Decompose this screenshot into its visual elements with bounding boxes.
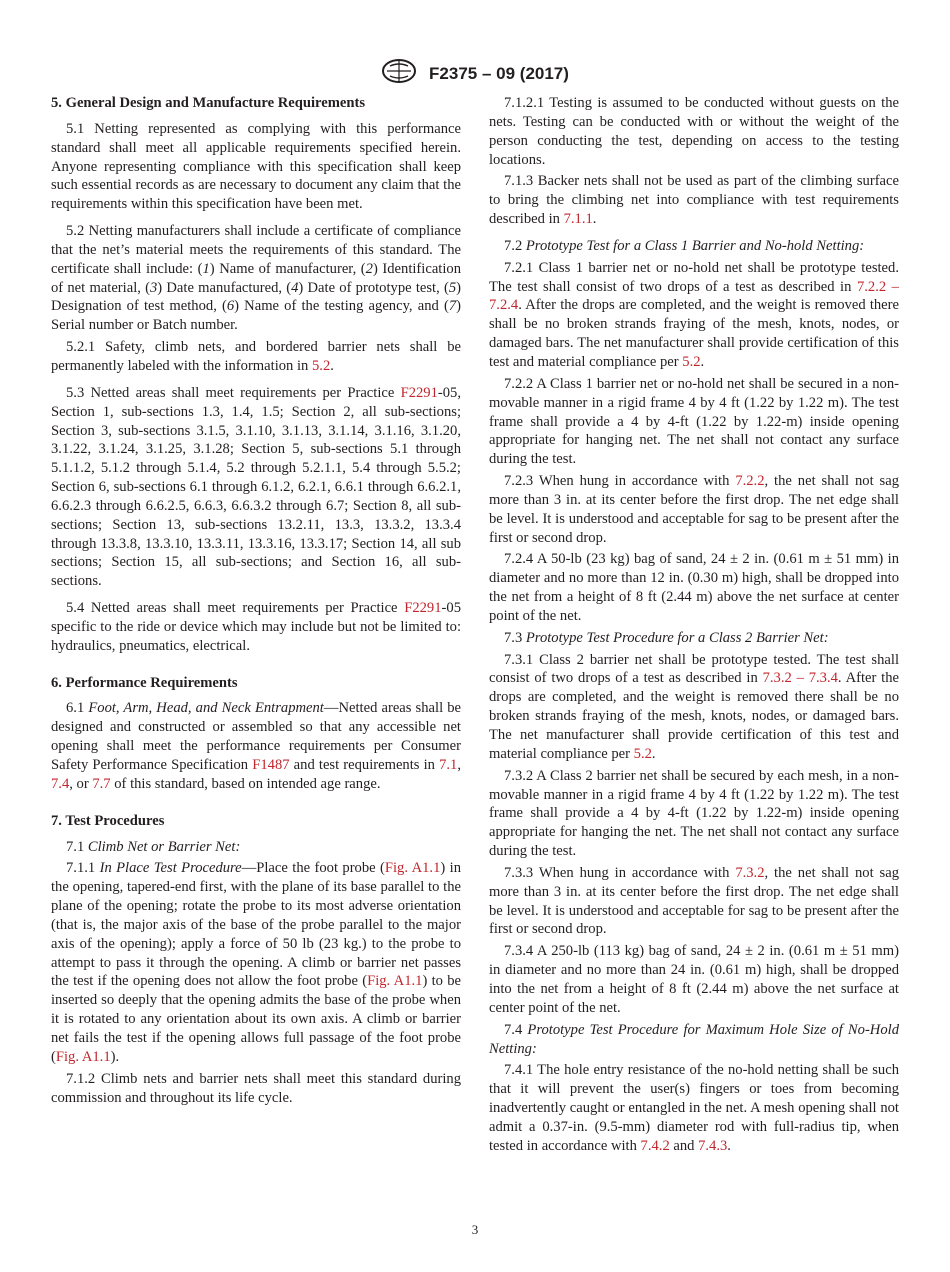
link-7-3-2[interactable]: 7.3.2 xyxy=(735,864,765,881)
page-number: 3 xyxy=(471,1222,479,1237)
para-5-2-1: 5.2.1 Safety, climb nets, and bordered barrier nets shall be permanently labeled with the information in 5.2. xyxy=(51,339,461,374)
astm-logo-icon xyxy=(381,58,417,89)
link-7-2-2-7-2-4[interactable]: 7.2.2 – 7.2.4 xyxy=(489,278,899,314)
standard-designation: F2375 – 09 (2017) xyxy=(429,63,569,83)
para-7-1-2-1: 7.1.2.1 Testing is assumed to be conducted without guests on the nets. Testing can be conducted with or without the weight of the person conducting the test, depending on access to the testing locations. xyxy=(489,95,899,168)
para-7-2-2: 7.2.2 A Class 1 barrier net or no-hold net shall be secured in a non-movable manner in a rigid frame 4 by 4 ft (1.22 by 1.22 m). The test frame shall provide a 4 by 4-ft (1.22 by 1.22-m) inside opening appropriate for hanging net. The net shall not contact any surface during the test. xyxy=(489,375,899,468)
left-column xyxy=(51,94,461,1110)
right-column xyxy=(489,94,899,1159)
link-7-4[interactable]: 7.4 xyxy=(51,775,70,792)
link-fig-a1-1[interactable]: Fig. A1.1 xyxy=(384,860,441,877)
link-7-4-2[interactable]: 7.4.2 xyxy=(640,1137,670,1154)
para-5-4: 5.4 Netted areas shall meet requirements per Practice F2291-05 specific to the ride or device which may include but not be limited to: hydraulics, pneumatics, electrical. xyxy=(51,600,461,654)
section-6-heading: 6. Performance Requirements xyxy=(51,674,238,691)
para-7-1: 7.1 Climb Net or Barrier Net: xyxy=(66,838,241,855)
para-7-2-3: 7.2.3 When hung in accordance with 7.2.2, the net shall not sag more than 3 in. at its center before the first drop. The net edge shall be level. It is understood and acceptable for sag to be present after the first or second drop. xyxy=(489,473,899,546)
link-7-3-2-7-3-4[interactable]: 7.3.2 – 7.3.4 xyxy=(762,670,838,687)
para-5-1: 5.1 Netting represented as complying with this performance standard shall meet all applicable requirements specified herein. Anyone representing compliance with this specification shall keep such essential records as are necessary to document any claim that the requirements within this specification have been met. xyxy=(51,120,461,213)
link-7-1[interactable]: 7.1 xyxy=(439,757,458,773)
para-5-3: 5.3 Netted areas shall meet requirements per Practice F2291-05, Section 1, sub-sections 1.3, 1.4, 1.5; Section 2, all sub-sections; Section 3, sub-sections 3.1.5, 3.1.10, 3.1.13, 3.1.14, 3.1.16, 3.1.20, 3.1.22, 3.1.24, 3.1.25, 3.1.28; Section 5, sub-sections 5.1 through 5.1.1.2, 5.1.2 through 5.1.4, 5.2 through 5.2.1.1, 5.4 through 5.5.2; Section 6, sub-sections 6.1 through 6.1.2, 6.2.1, 6.6.1 through 6.6.2.1, 6.6.2.3 through 6.6.2.5, 6.6.3, 6.6.3.2 through 6.7; Section 8, all sub-sections; Section 13, sub-sections 13.2.11, 13.3, 13.3.2, 13.3.4 through 13.3.8, 13.3.10, 13.3.11, 13.3.16, 13.3.17; Section 14, all sub sections; Section 15, all sub-sections; and Section 16, all sub-sections. xyxy=(51,384,461,590)
para-7-2-4: 7.2.4 A 50-lb (23 kg) bag of sand, 24 ± 2 in. (0.61 m ± 51 mm) in diameter and no more than 12 in. (0.30 m) high, shall be dropped into the net from a height of 8 ft (2.44 m) above the net surface at center point of the net. xyxy=(489,551,899,624)
page-header xyxy=(0,58,950,89)
link-f2291[interactable]: F2291 xyxy=(404,600,442,617)
para-7-3: 7.3 Prototype Test Procedure for a Class 2 Barrier Net: xyxy=(504,629,829,646)
para-7-2: 7.2 Prototype Test for a Class 1 Barrier and No-hold Netting: xyxy=(504,237,865,254)
link-7-2-2[interactable]: 7.2.2 xyxy=(735,473,765,490)
link-7-1-1[interactable]: 7.1.1 xyxy=(563,211,593,228)
para-7-4: 7.4 Prototype Test Procedure for Maximum Hole Size of No-Hold Netting: xyxy=(489,1021,899,1057)
section-7-heading: 7. Test Procedures xyxy=(51,812,165,829)
para-7-3-4: 7.3.4 A 250-lb (113 kg) bag of sand, 24 ± 2 in. (0.61 m ± 51 mm) in diameter and no more than 24 in. (0.61 m) high, shall be dropped into the net from a height of 8 ft (2.44 m) above the net surface at center point of the net. xyxy=(489,943,899,1016)
para-7-3-1: 7.3.1 Class 2 barrier net shall be prototype tested. The test shall consist of two drops of a test as described in 7.3.2 – 7.3.4. After the drops are completed, and the weight is removed there shall be no broken strands fraying of the mesh, knots, nodes, or damaged bars. The net manufacturer shall provide certification of this test and material compliance per 5.2. xyxy=(489,651,900,762)
link-5-2[interactable]: 5.2 xyxy=(682,353,701,370)
link-fig-a1-1[interactable]: Fig. A1.1 xyxy=(367,973,423,990)
link-7-4-3[interactable]: 7.4.3 xyxy=(698,1137,728,1154)
section-5-heading: 5. General Design and Manufacture Requirements xyxy=(51,95,366,111)
para-7-1-2: 7.1.2 Climb nets and barrier nets shall meet this standard during commission and throughout its life cycle. xyxy=(51,1070,461,1106)
link-fig-a1-1[interactable]: Fig. A1.1 xyxy=(55,1048,111,1065)
para-7-1-1: 7.1.1 In Place Test Procedure—Place the foot probe (Fig. A1.1) in the opening, tapered-end first, with the plane of its base parallel to the plane of the opening; rotate the probe to its most adverse orientation (that is, the major axis of the base of the probe parallel to the major axis of the opening); apply a force of 50 lb (23 kg.) to the probe to attempt to pass it through the opening. A climb or barrier net passes the test if the opening does not allow the foot probe (Fig. A1.1) to be inserted so deeply that the opening admits the base of the probe when it is rotated to any orientation about its own axis. A climb or barrier net fails the test if the opening allows full passage of the foot probe (Fig. A1.1). xyxy=(51,860,461,1065)
para-6-1: 6.1 Foot, Arm, Head, and Neck Entrapment—Netted areas shall be designed and constructed or assembled so that any accessible net opening shall meet the performance requirements per Consumer Safety Performance Specification F1487 and test requirements in 7.1, 7.4, or 7.7 of this standard, based on intended age range. xyxy=(51,700,462,792)
para-7-4-1: 7.4.1 The hole entry resistance of the no-hold netting shall be such that it will prevent the user(s) fingers or toes from becoming inadvertently caught or entangled in the net. A mesh opening shall not admit a 0.37-in. (9.5-mm) diameter rod with full-radius tip, when tested in accordance with 7.4.2 and 7.4.3. xyxy=(489,1062,899,1154)
para-7-1-3: 7.1.3 Backer nets shall not be used as part of the climbing surface to bring the climbing net into compliance with test requirements described in 7.1.1. xyxy=(489,173,899,228)
para-7-3-3: 7.3.3 When hung in accordance with 7.3.2, the net shall not sag more than 3 in. at its center before the first drop. The net edge shall be level. It is understood and acceptable for sag to be present after the first or second drop. xyxy=(489,864,899,938)
link-5-2[interactable]: 5.2 xyxy=(633,745,652,762)
para-7-3-2: 7.3.2 A Class 2 barrier net shall be secured by each mesh, in a non-movable manner in a rigid frame 4 by 4 ft (1.22 by 1.22 m). The test frame shall provide a 4 by 4-ft (1.22 by 1.22-m) inside opening appropriate for hanging the net. The net shall not contact any surface during the test. xyxy=(489,767,899,860)
para-7-2-1: 7.2.1 Class 1 barrier net or no-hold net shall be prototype tested. The test shall consist of two drops of a test as described in 7.2.2 – 7.2.4. After the drops are completed, and the weight is removed there shall be no broken strands fraying of the mesh, knots, nodes, or damaged bars. The net manufacturer shall provide certification of this test and material compliance per 5.2. xyxy=(489,259,899,370)
link-7-7[interactable]: 7.7 xyxy=(92,775,111,792)
para-5-2: 5.2 Netting manufacturers shall include a certificate of compliance that the net’s material meets the requirements of this standard. The certificate shall include: (1) Name of manufacturer, (2) Identification of net material, (3) Date manufactured, (4) Date of prototype test, (5) Designation of test method, (6) Name of the testing agency, and (7) Serial number or Batch number. xyxy=(51,223,462,334)
link-5-2[interactable]: 5.2 xyxy=(312,357,331,374)
link-f1487[interactable]: F1487 xyxy=(252,757,290,773)
link-f2291[interactable]: F2291 xyxy=(400,384,438,401)
